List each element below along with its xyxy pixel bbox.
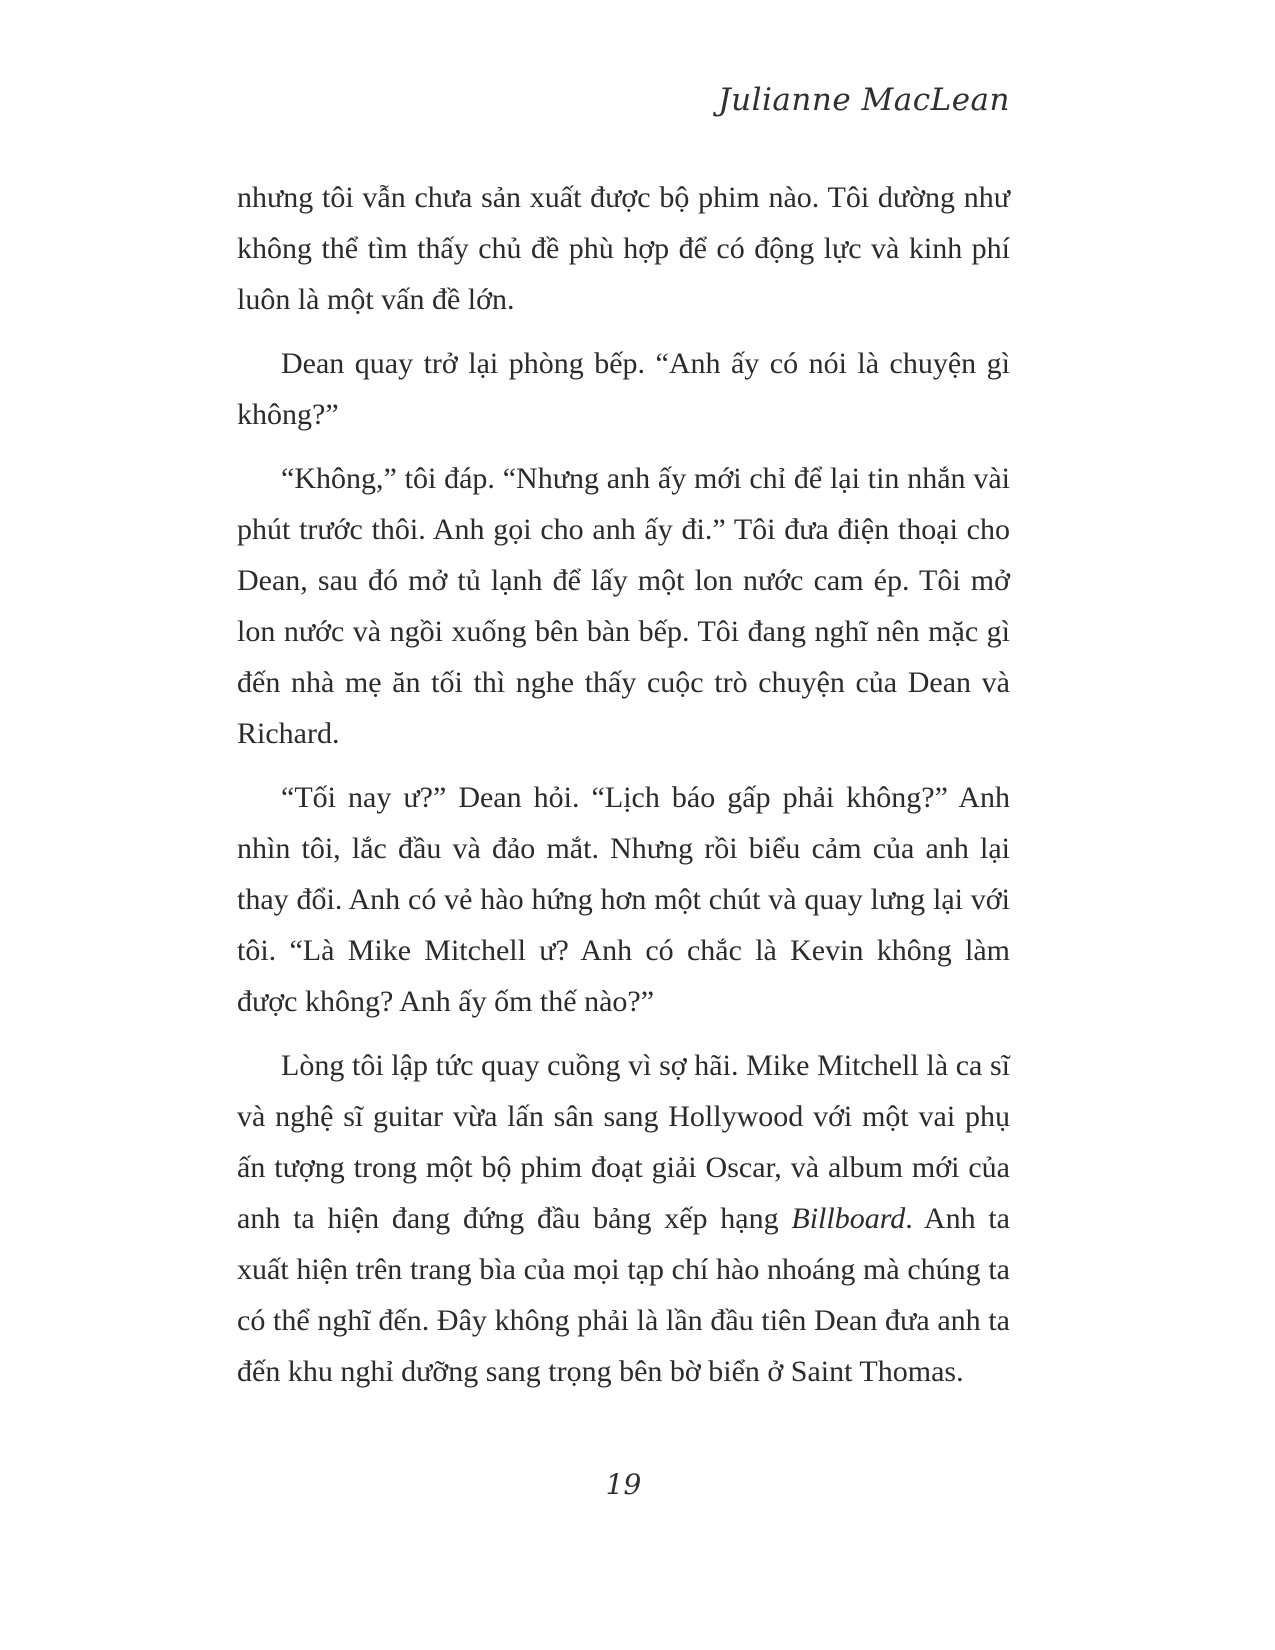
paragraph-text: Lòng tôi lập tức quay cuồng vì sợ hãi. Mike Mitchell là ca sĩ và nghệ sĩ guitar vừa lấn sân sang Hollywood với một vai phụ ấn tượng trong một bộ phim đoạt giải Oscar, và album mới của anh ta hiện đang đứng đầu bảng xếp hạng (237, 1049, 1010, 1235)
paragraph-text: nhưng tôi vẫn chưa sản xuất được bộ phim nào. Tôi dường như không thể tìm thấy chủ đề phù hợp để có động lực và kinh phí luôn là một vấn đề lớn. (237, 181, 1010, 316)
paragraph-text: “Tối nay ư?” Dean hỏi. “Lịch báo gấp phải không?” Anh nhìn tôi, lắc đầu và đảo mắt. Nhưng rồi biểu cảm của anh lại thay đổi. Anh có vẻ hào hứng hơn một chút và quay lưng lại với tôi. “Là Mike Mitchell ư? Anh có chắc là Kevin không làm được không? Anh ấy ốm thế nào?” (237, 781, 1010, 1018)
paragraph-text: Dean quay trở lại phòng bếp. “Anh ấy có nói là chuyện gì không?” (237, 347, 1010, 431)
paragraph (237, 772, 1010, 1027)
paragraph-text: . Anh ta xuất hiện trên trang bìa của mọi tạp chí hào nhoáng mà chúng ta có thể nghĩ đến. Đây không phải là lần đầu tiên Dean đưa anh ta đến khu nghỉ dưỡng sang trọng bên bờ biển ở Saint Thomas. (237, 1202, 1010, 1388)
page-body-text (237, 172, 1010, 1410)
running-header-author: Julianne MacLean (718, 82, 1010, 118)
paragraph (237, 1040, 1010, 1397)
paragraph-text: “Không,” tôi đáp. “Nhưng anh ấy mới chỉ để lại tin nhắn vài phút trước thôi. Anh gọi cho anh ấy đi.” Tôi đưa điện thoại cho Dean, sau đó mở tủ lạnh để lấy một lon nước cam ép. Tôi mở lon nước và ngồi xuống bên bàn bếp. Tôi đang nghĩ nên mặc gì đến nhà mẹ ăn tối thì nghe thấy cuộc trò chuyện của Dean và Richard. (237, 462, 1010, 750)
page-number: 19 (605, 1468, 642, 1501)
paragraph (237, 453, 1010, 759)
paragraph (237, 338, 1010, 440)
paragraph-text-italic: Billboard (791, 1202, 906, 1235)
paragraph (237, 172, 1010, 325)
